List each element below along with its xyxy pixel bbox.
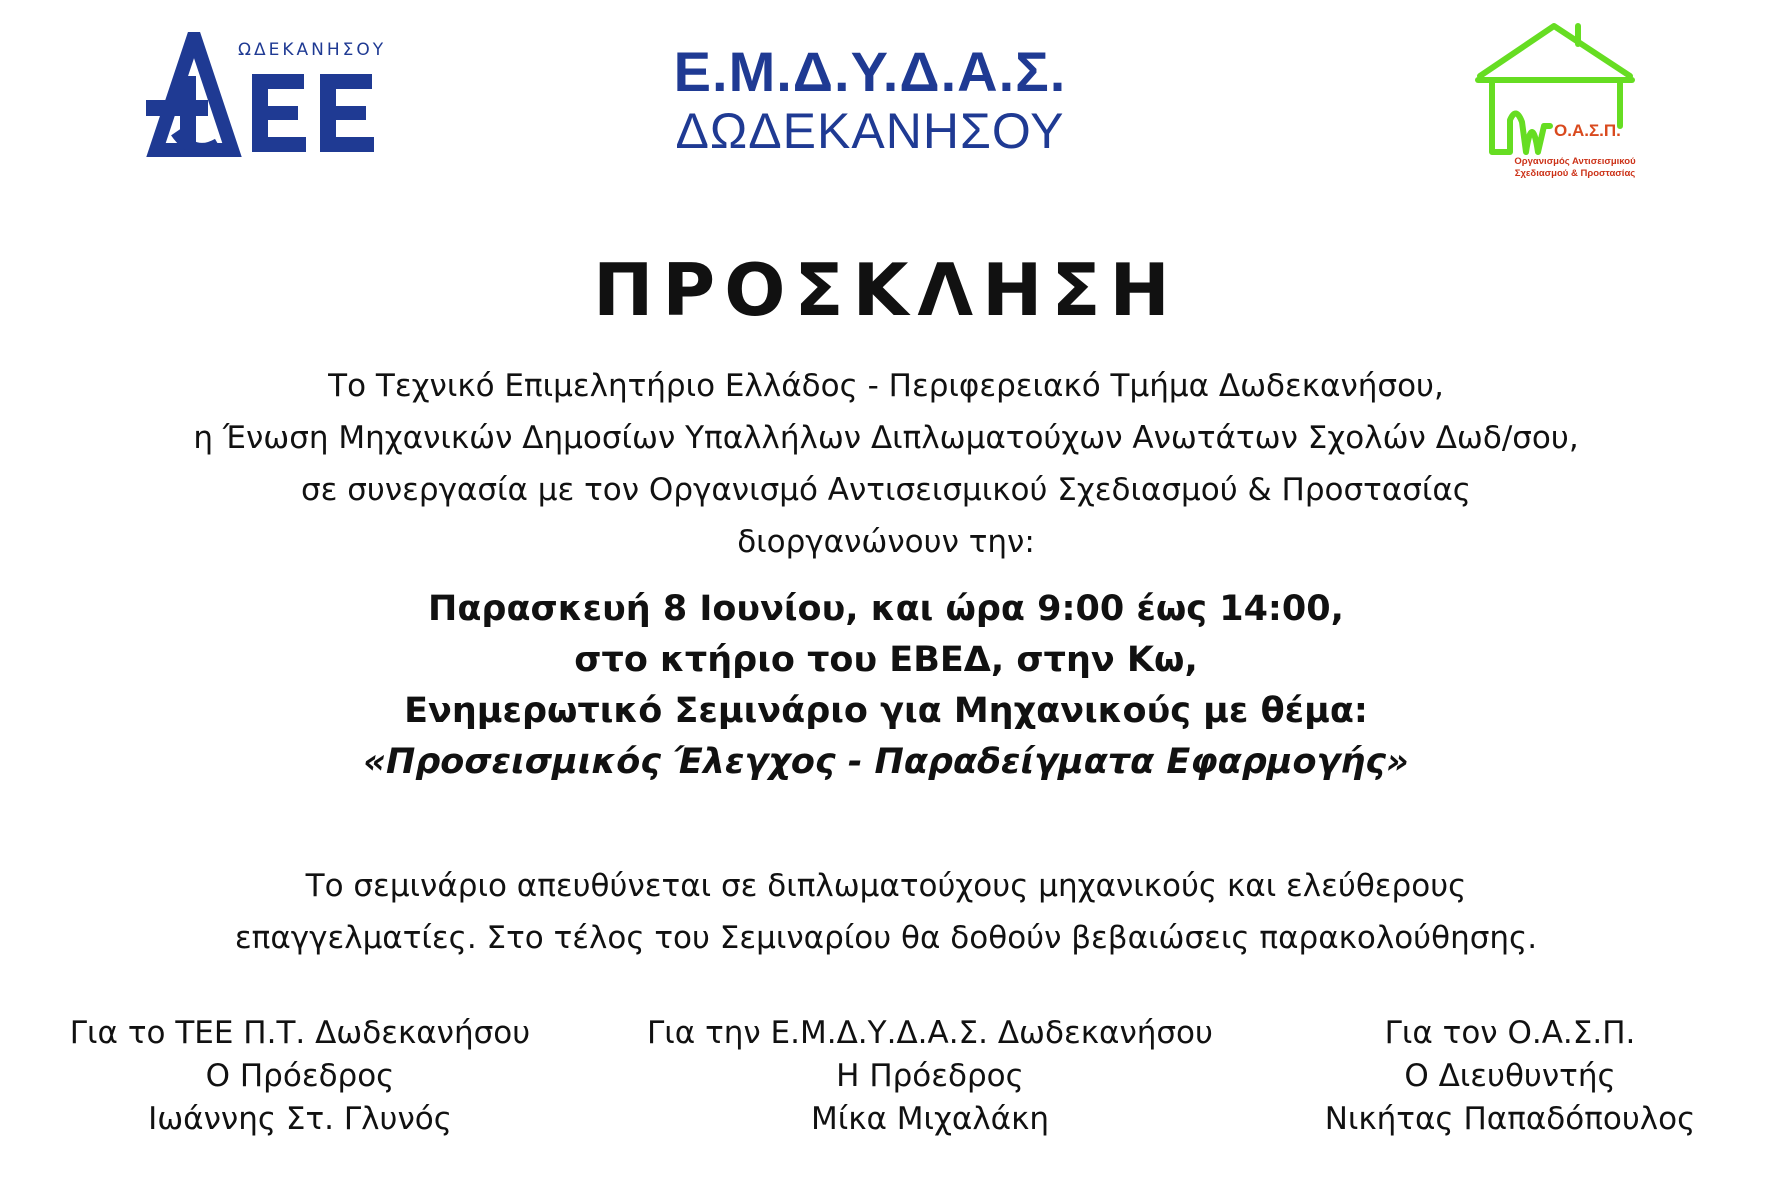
emdydas-logo [640,42,1100,160]
note-line: Το σεμινάριο απευθύνεται σε διπλωματούχους μηχανικούς και ελεύθερους [305,868,1467,904]
intro-line: η Ένωση Μηχανικών Δημοσίων Υπαλλήλων Διπλωματούχων Ανωτάτων Σχολών Δωδ/σου, [193,420,1579,456]
signature-org: Για τον Ο.Α.Σ.Π. [1384,1015,1636,1051]
intro-line: διοργανώνουν την: [737,524,1035,560]
signature-name: Μίκα Μιχαλάκη [810,1101,1050,1137]
emdydas-county: ΔΩΔΕΚΑΝΗΣΟΥ [675,103,1065,159]
emdydas-name: Ε.Μ.Δ.Υ.Δ.Α.Σ. [673,40,1067,103]
oasp-full-name [1490,156,1660,180]
event-details [80,584,1692,788]
signature-role: Ο Πρόεδρος [205,1058,395,1094]
oasp-full-line-2: Σχεδιασμού & Προστασίας [1514,168,1636,179]
signature-name: Ιωάννης Στ. Γλυνός [148,1101,452,1137]
intro-line: Το Τεχνικό Επιμελητήριο Ελλάδος - Περιφερειακό Τμήμα Δωδεκανήσου, [328,368,1444,404]
audience-note [80,860,1692,964]
event-topic: «Προσεισμικός Έλεγχος - Παραδείγματα Εφαρμογής» [363,742,1409,782]
signature-org: Για την Ε.Μ.Δ.Υ.Δ.Α.Σ. Δωδεκανήσου [647,1015,1213,1051]
intro-line: σε συνεργασία με τον Οργανισμό Αντισεισμικού Σχεδιασμού & Προστασίας [300,472,1471,508]
oasp-logo [1470,22,1660,184]
signature-block-emdydas [620,1012,1240,1141]
document-title: ΠΡΟΣΚΛΗΣΗ [593,248,1179,332]
signature-role: Η Πρόεδρος [836,1058,1024,1094]
signature-name: Νικήτας Παπαδόπουλος [1324,1101,1696,1137]
event-date-time: Παρασκευή 8 Ιουνίου, και ώρα 9:00 έως 14:00, [428,589,1344,629]
signature-block-oasp [1270,1012,1750,1141]
intro-paragraph [80,360,1692,568]
tee-logo [146,32,396,158]
tee-county-label: ΩΔΕΚΑΝΗΣΟΥ [238,40,387,60]
oasp-abbreviation: Ο.Α.Σ.Π. [1554,121,1621,140]
signature-role: Ο Διευθυντής [1404,1058,1616,1094]
event-description: Ενημερωτικό Σεμινάριο για Μηχανικούς με θέμα: [404,691,1368,731]
signature-block-tee [40,1012,560,1141]
oasp-full-line-1: Οργανισμός Αντισεισμικού [1514,156,1636,167]
signature-org: Για το ΤΕΕ Π.Τ. Δωδεκανήσου [69,1015,531,1051]
note-line: επαγγελματίες. Στο τέλος του Σεμιναρίου θα δοθούν βεβαιώσεις παρακολούθησης. [234,920,1538,956]
event-location: στο κτήριο του ΕΒΕΔ, στην Κω, [574,640,1198,680]
